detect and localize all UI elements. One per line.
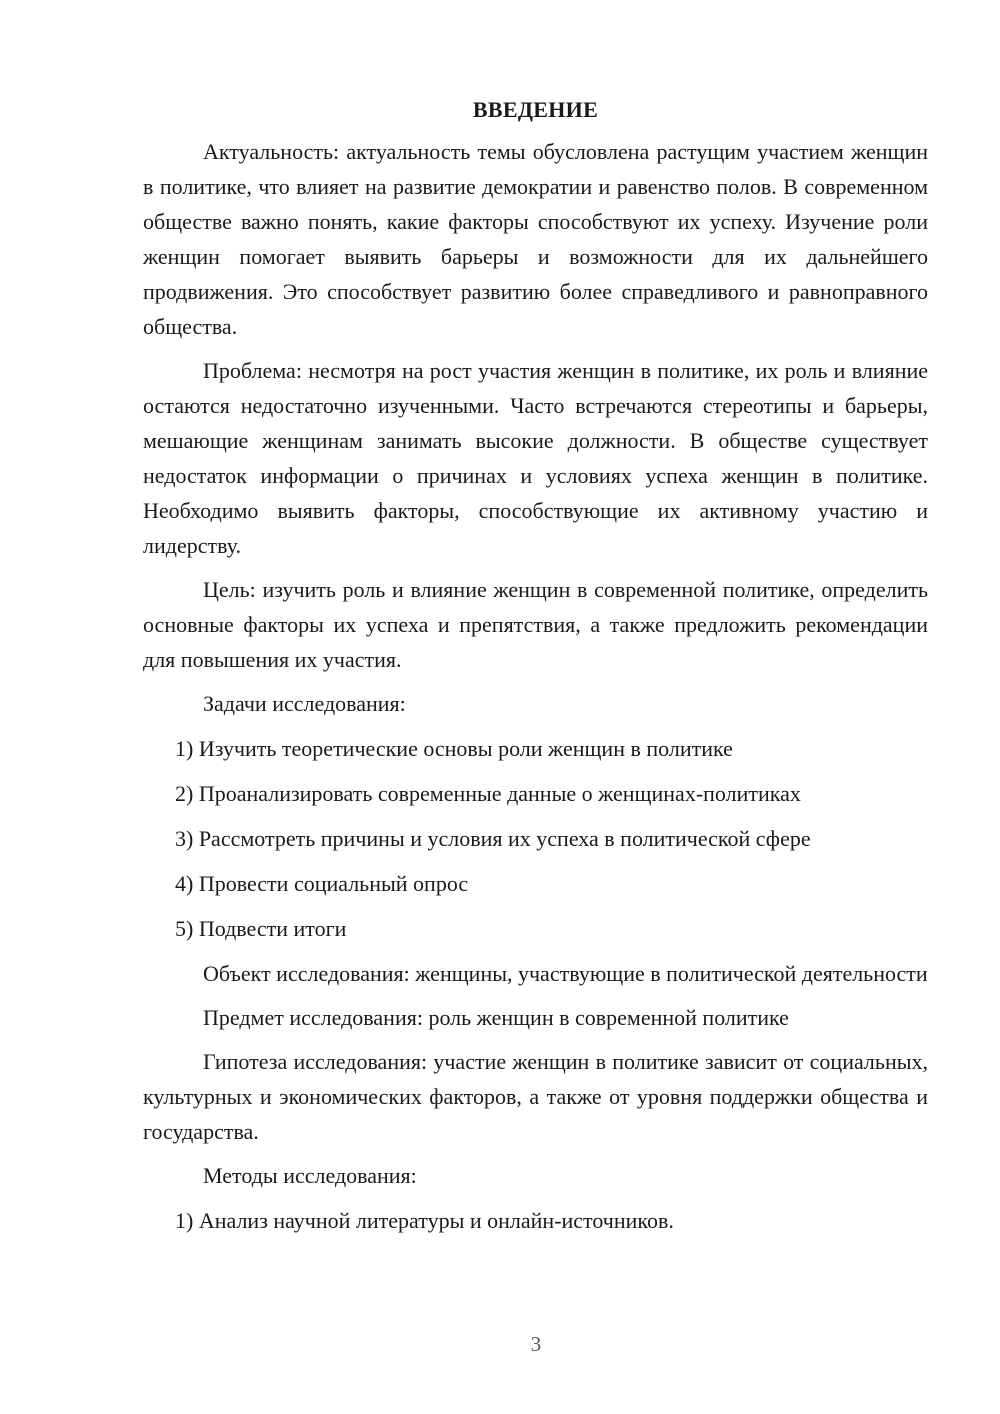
- page-number: 3: [530, 1332, 542, 1356]
- tasks-heading: Задачи исследования:: [203, 691, 406, 716]
- object-paragraph: Объект исследования: женщины, участвующие в политической деятельности: [203, 961, 928, 986]
- methods-list: [143, 1203, 928, 1238]
- goal-paragraph: Цель: изучить роль и влияние женщин в современной политике, определить основные факторы их успеха и препятствия, а также предложить рекомендации для повышения их участия.: [143, 577, 928, 672]
- list-item: 2) Проанализировать современные данные о женщинах-политиках: [175, 781, 801, 806]
- list-item: 5) Подвести итоги: [175, 916, 347, 941]
- list-item: 1) Анализ научной литературы и онлайн-источников.: [175, 1208, 674, 1233]
- hypothesis-paragraph: Гипотеза исследования: участие женщин в политике зависит от социальных, культурных и экономических факторов, а также от уровня поддержки общества и государства.: [143, 1049, 928, 1144]
- tasks-list: [143, 731, 928, 946]
- list-item: 4) Провести социальный опрос: [175, 871, 469, 896]
- list-item: 3) Рассмотреть причины и условия их успеха в политической сфере: [175, 826, 811, 851]
- subject-paragraph: Предмет исследования: роль женщин в современной политике: [203, 1005, 789, 1030]
- page-content: [143, 92, 928, 1248]
- problem-paragraph: Проблема: несмотря на рост участия женщин в политике, их роль и влияние остаются недостаточно изученными. Часто встречаются стереотипы и барьеры, мешающие женщинам занимать высокие должности. В обществе существует недостаток информации о причинах и условиях успеха женщин в политике. Необходимо выявить факторы, способствующие их активному участию и лидерству.: [143, 358, 928, 558]
- list-item: 1) Изучить теоретические основы роли женщин в политике: [175, 736, 733, 761]
- page-title: ВВЕДЕНИЕ: [472, 97, 599, 122]
- relevance-paragraph: Актуальность: актуальность темы обусловлена растущим участием женщин в политике, что влияет на развитие демократии и равенство полов. В современном обществе важно понять, какие факторы способствуют их успеху. Изучение роли женщин помогает выявить барьеры и возможности для их дальнейшего продвижения. Это способствует развитию более справедливого и равноправного общества.: [143, 139, 928, 339]
- methods-heading: Методы исследования:: [203, 1163, 417, 1188]
